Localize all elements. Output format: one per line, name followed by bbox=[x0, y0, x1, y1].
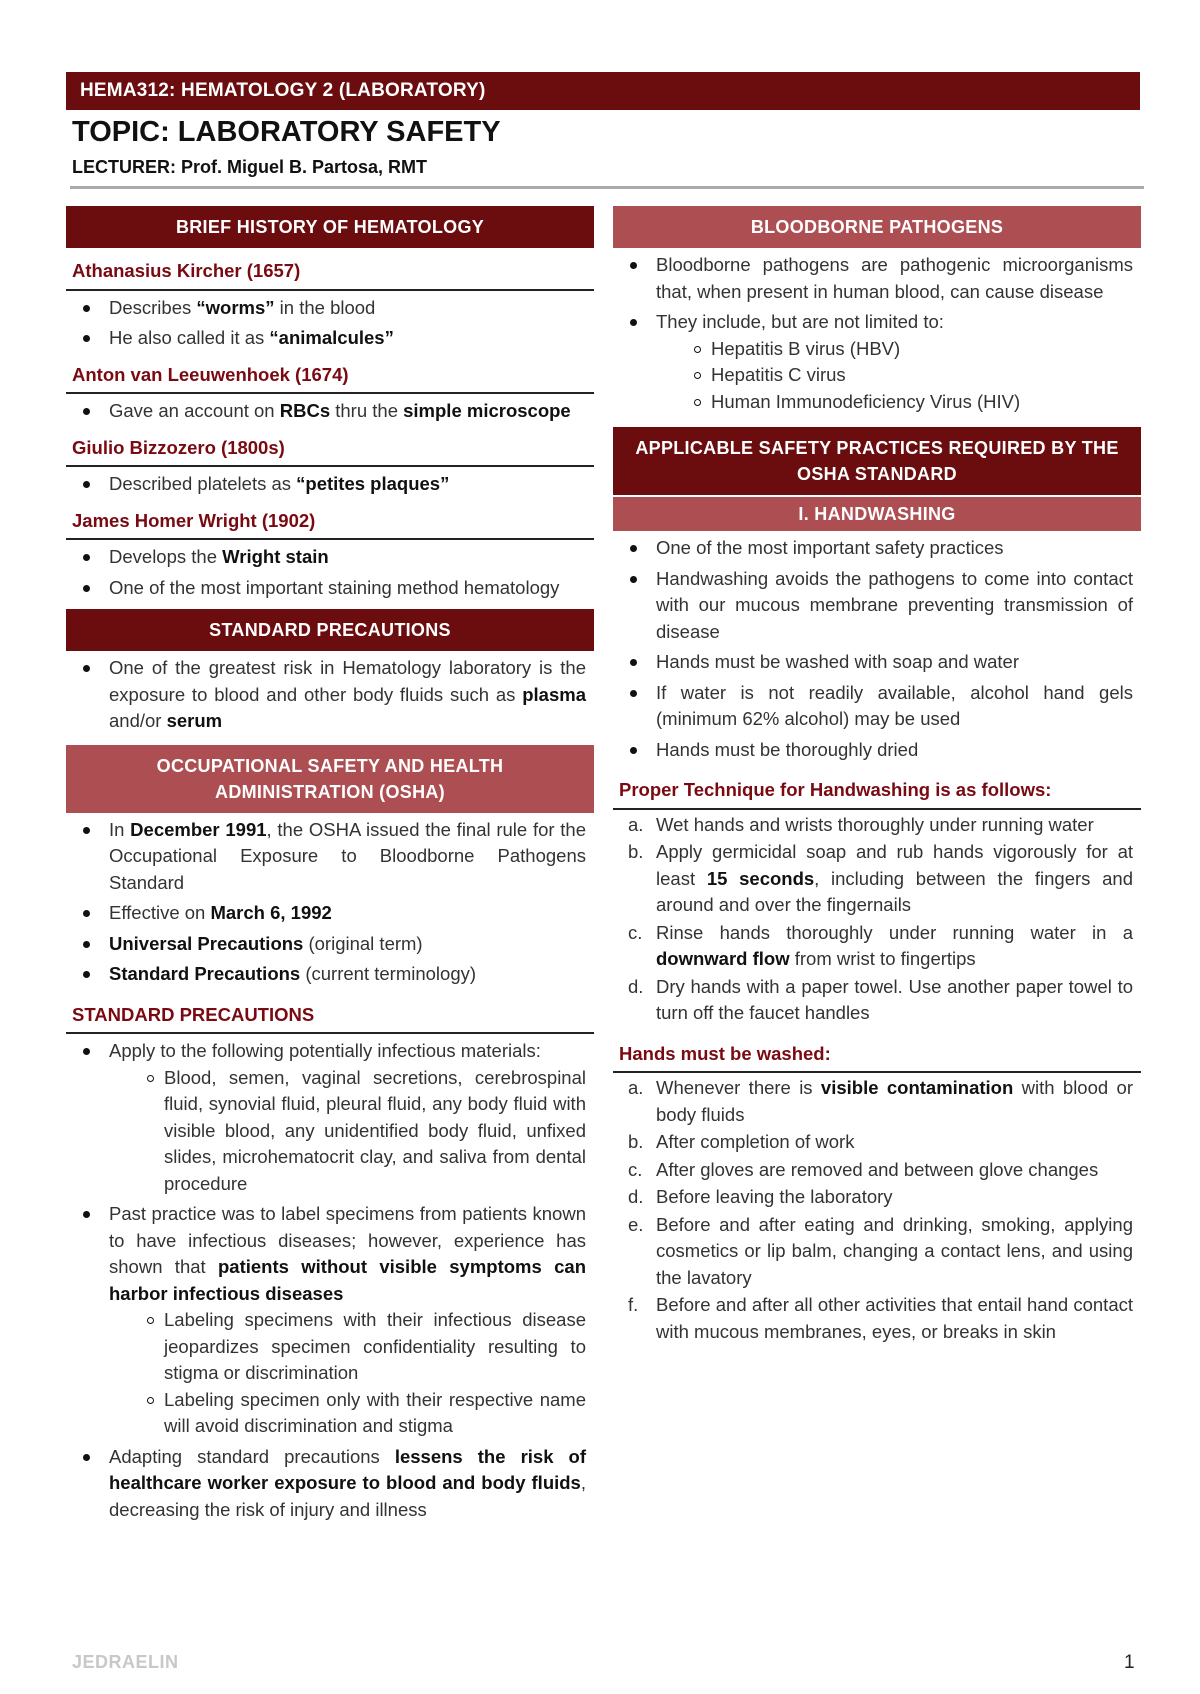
subheading-wright: James Homer Wright (1902) bbox=[66, 498, 594, 541]
list-item: They include, but are not limited to: Hepatitis B virus (HBV) Hepatitis C virus Human Immunodeficiency Virus (HIV) bbox=[613, 309, 1141, 415]
list-item: Effective on March 6, 1992 bbox=[66, 900, 594, 927]
standard-precautions-list bbox=[66, 655, 594, 735]
list-item: One of the most important safety practices bbox=[613, 535, 1141, 562]
list-item: One of the most important staining method hematology bbox=[66, 575, 594, 602]
list-item: Hands must be thoroughly dried bbox=[613, 737, 1141, 764]
list-item: Gave an account on RBCs thru the simple microscope bbox=[66, 398, 594, 425]
list-item: f. Before and after all other activities that entail hand contact with mucous membranes, eyes, or breaks in skin bbox=[628, 1294, 1133, 1342]
list-item: In December 1991, the OSHA issued the final rule for the Occupational Exposure to Bloodborne Pathogens Standard bbox=[66, 817, 594, 897]
list-item: Describes “worms” in the blood bbox=[66, 295, 594, 322]
list-item: b. After completion of work bbox=[628, 1131, 855, 1152]
osha-list bbox=[66, 817, 594, 988]
standard-precautions-detail-list bbox=[66, 1038, 594, 1523]
list-item: If water is not readily available, alcohol hand gels (minimum 62% alcohol) may be used bbox=[613, 680, 1141, 733]
section-banner-history: BRIEF HISTORY OF HEMATOLOGY bbox=[66, 206, 594, 248]
list-item: Standard Precautions (current terminology) bbox=[66, 961, 594, 988]
list-item: a. Wet hands and wrists thoroughly under running water bbox=[628, 813, 1094, 835]
header-divider bbox=[70, 186, 1144, 189]
list-item: One of the greatest risk in Hematology laboratory is the exposure to blood and other body fluids such as plasma and/or serum bbox=[66, 655, 594, 735]
sub-list-item: Labeling specimens with their infectious disease jeopardizes specimen confidentiality resulting to stigma or discrimination bbox=[66, 1307, 594, 1387]
subheading-bizzozero: Giulio Bizzozero (1800s) bbox=[66, 425, 594, 468]
course-header: HEMA312: HEMATOLOGY 2 (LABORATORY) bbox=[66, 72, 1140, 110]
bloodborne-list bbox=[613, 252, 1141, 415]
wright-list bbox=[66, 544, 594, 601]
list-item: Adapting standard precautions lessens the risk of healthcare worker exposure to blood and body fluids, decreasing the risk of injury and illness bbox=[66, 1444, 594, 1524]
subheading-technique: Proper Technique for Handwashing is as follows: bbox=[613, 767, 1141, 810]
subheading-kircher: Athanasius Kircher (1657) bbox=[66, 248, 594, 291]
subheading-standard-precautions: STANDARD PRECAUTIONS bbox=[66, 992, 594, 1035]
list-item: Handwashing avoids the pathogens to come into contact with our mucous membrane preventing transmission of disease bbox=[613, 566, 1141, 646]
list-item: d. Before leaving the laboratory bbox=[628, 1186, 893, 1207]
list-item: c. After gloves are removed and between glove changes bbox=[628, 1158, 1099, 1180]
list-item: Universal Precautions (original term) bbox=[66, 931, 594, 958]
section-banner-bloodborne: BLOODBORNE PATHOGENS bbox=[613, 206, 1141, 248]
handwashing-list bbox=[613, 535, 1141, 763]
subheading-hands-washed: Hands must be washed: bbox=[613, 1031, 1141, 1074]
sub-list-item: Human Immunodeficiency Virus (HIV) bbox=[613, 389, 1141, 416]
right-column bbox=[613, 206, 1141, 1345]
list-item: Apply to the following potentially infectious materials: Blood, semen, vaginal secretions, cerebrospinal fluid, synovial fluid, pleural fluid, any body fluid with visible blood, any unidentified body fluid, unfixed slides, microhematocrit clay, and saliva from dental procedure bbox=[66, 1038, 594, 1197]
list-item: e. Before and after eating and drinking, smoking, applying cosmetics or lip balm, changing a contact lens, and using the lavatory bbox=[628, 1213, 1133, 1288]
sub-list-item: Hepatitis C virus bbox=[613, 362, 1141, 389]
kircher-list bbox=[66, 295, 594, 352]
list-item: Bloodborne pathogens are pathogenic microorganisms that, when present in human blood, can cause disease bbox=[613, 252, 1141, 305]
sub-list-item: Labeling specimen only with their respective name will avoid discrimination and stigma bbox=[66, 1387, 594, 1440]
list-item: Past practice was to label specimens from patients known to have infectious diseases; however, experience has shown that patients without visible symptoms can harbor infectious diseases Labeling specimens with their infectious disease jeopardizes specimen confidentiality resulting to stigma or discrimination Labeling specimen only with their respective name will avoid discrimination and stigma bbox=[66, 1201, 594, 1440]
left-column bbox=[66, 206, 594, 1523]
subheading-leeuwenhoek: Anton van Leeuwenhoek (1674) bbox=[66, 352, 594, 395]
list-item: c. Rinse hands thoroughly under running water in a downward flow from wrist to fingertips bbox=[628, 921, 1133, 969]
list-item: Develops the Wright stain bbox=[66, 544, 594, 571]
footer-author: JEDRAELIN bbox=[72, 1652, 179, 1672]
list-item: a. Whenever there is visible contamination with blood or body fluids bbox=[628, 1077, 1133, 1125]
list-item: b. Apply germicidal soap and rub hands vigorously for at least 15 seconds, including between the fingers and around and over the fingernails bbox=[628, 841, 1134, 915]
bizzozero-list bbox=[66, 471, 594, 498]
lecturer-line: LECTURER: Prof. Miguel B. Partosa, RMT bbox=[72, 157, 428, 177]
section-banner-osha: OCCUPATIONAL SAFETY AND HEALTH ADMINISTRATION (OSHA) bbox=[66, 745, 594, 813]
section-banner-standard-precautions: STANDARD PRECAUTIONS bbox=[66, 609, 594, 651]
hands-washed-list bbox=[613, 1075, 1141, 1345]
sub-list-item: Blood, semen, vaginal secretions, cerebrospinal fluid, synovial fluid, pleural fluid, any body fluid with visible blood, any unidentified body fluid, unfixed slides, microhematocrit clay, and saliva from dental procedure bbox=[66, 1065, 594, 1198]
technique-list bbox=[613, 812, 1141, 1027]
list-item: He also called it as “animalcules” bbox=[66, 325, 594, 352]
section-banner-osha-practices: APPLICABLE SAFETY PRACTICES REQUIRED BY THE OSHA STANDARD bbox=[613, 427, 1141, 495]
page-number: 1 bbox=[1124, 1652, 1135, 1673]
page-title: TOPIC: LABORATORY SAFETY bbox=[72, 116, 501, 148]
list-item: d. Dry hands with a paper towel. Use another paper towel to turn off the faucet handles bbox=[628, 975, 1133, 1023]
list-item: Described platelets as “petites plaques” bbox=[66, 471, 594, 498]
section-banner-handwashing: I. HANDWASHING bbox=[613, 495, 1141, 531]
sub-list-item: Hepatitis B virus (HBV) bbox=[613, 336, 1141, 363]
list-item: Hands must be washed with soap and water bbox=[613, 649, 1141, 676]
leeuwenhoek-list bbox=[66, 398, 594, 425]
